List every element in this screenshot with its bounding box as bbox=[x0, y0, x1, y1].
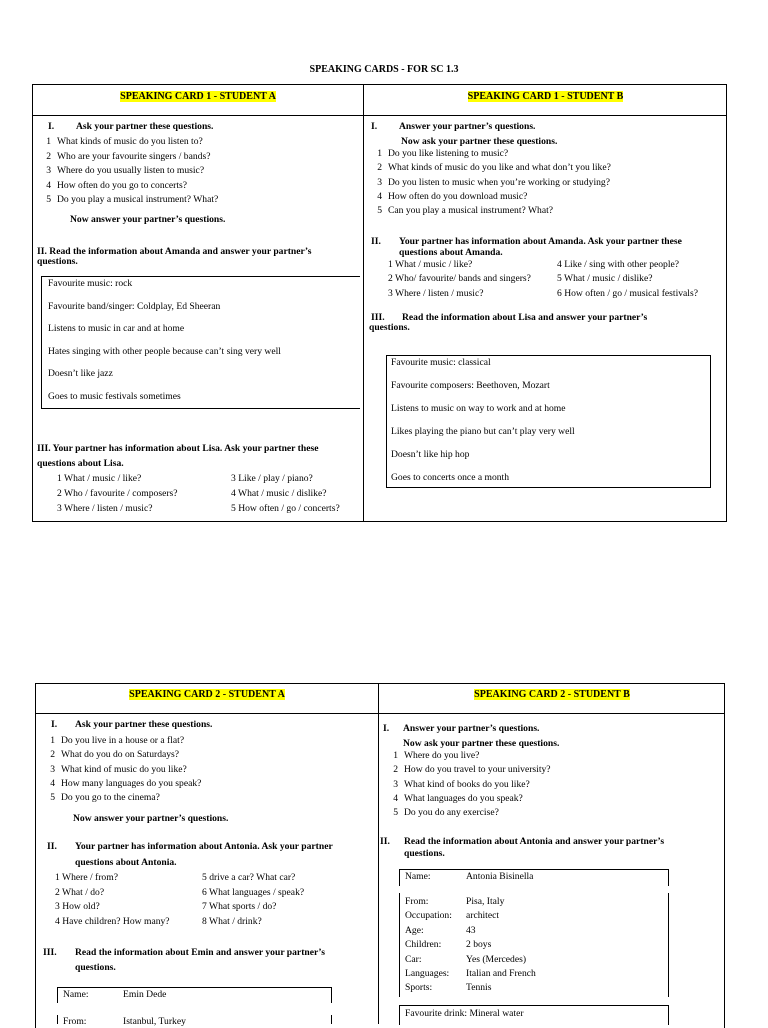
card1-b-section-1-sub: Now ask your partner these questions. bbox=[401, 136, 558, 147]
card1-b-prompt: 3 Where / listen / music? bbox=[388, 287, 484, 299]
card2-b-question-number: 3 bbox=[393, 778, 398, 790]
card2-a-question-text: What do you do on Saturdays? bbox=[61, 749, 180, 761]
card1-a-amanda-info-box bbox=[41, 276, 360, 409]
card1-b-question-number: 2 bbox=[377, 162, 382, 174]
card1-a-info-line: Goes to music festivals sometimes bbox=[48, 391, 181, 402]
card2-a-question-text: Do you go to the cinema? bbox=[61, 792, 160, 804]
card1-a-question-number: 2 bbox=[46, 150, 51, 162]
card1-a-prompt: 2 Who / favourite / composers? bbox=[57, 488, 178, 499]
card1-b-question-5 bbox=[368, 205, 553, 216]
card2-a-question-text: What kind of music do you like? bbox=[61, 763, 187, 775]
card1-b-section-1-heading: I. Answer your partner’s questions. bbox=[371, 121, 536, 132]
card2-a-emin-label: Name: bbox=[63, 989, 89, 1000]
card2-b-section-2-heading-cont: questions. bbox=[404, 848, 445, 859]
card1-b-question-text: Do you listen to music when you’re working or studying? bbox=[388, 176, 610, 188]
card2-b-question-1 bbox=[384, 750, 479, 761]
card1-a-info-line: Doesn’t like jazz bbox=[48, 368, 113, 380]
card2-b-antonia-label: From: bbox=[405, 896, 429, 907]
card2-b-antonia-value: 2 boys bbox=[466, 939, 492, 951]
card2-b-antonia-value: 43 bbox=[466, 924, 476, 936]
card1-a-question-text: How often do you go to concerts? bbox=[57, 179, 188, 191]
card2-b-antonia-value: architect bbox=[466, 910, 500, 922]
card1-a-prompt: 3 Like / play / piano? bbox=[231, 473, 313, 484]
card2-b-question-text: Do you do any exercise? bbox=[404, 807, 499, 819]
card1-b-prompt: 2 Who/ favourite/ bands and singers? bbox=[388, 273, 531, 285]
card1-b-question-4 bbox=[368, 191, 527, 202]
card1-b-question-text: What kinds of music do you like and what don’t you like? bbox=[388, 162, 611, 174]
card2-a-question-5 bbox=[41, 792, 160, 803]
card1-a-question-text: What kinds of music do you listen to? bbox=[57, 136, 203, 147]
card2-b-question-number: 1 bbox=[393, 750, 398, 761]
card2-a-prompt: 4 Have children? How many? bbox=[55, 915, 170, 927]
card2-a-header: SPEAKING CARD 2 - STUDENT A bbox=[129, 689, 285, 700]
card2-a-section-3-heading: III. Read the information about Emin and answer your partner’s bbox=[43, 947, 325, 958]
card2-b-question-text: What languages do you speak? bbox=[404, 792, 523, 804]
card2-a-prompt: 3 How old? bbox=[55, 901, 100, 913]
card2-b-question-number: 4 bbox=[393, 792, 398, 804]
card1-b-info-line: Listens to music on way to work and at home bbox=[391, 403, 566, 414]
card1-b-prompt: 6 How often / go / musical festivals? bbox=[557, 287, 698, 299]
card2-b-section-1-heading: I. Answer your partner’s questions. bbox=[383, 723, 540, 734]
card1-b-question-text: Do you like listening to music? bbox=[388, 148, 509, 159]
card1-b-lisa-info-box bbox=[386, 355, 711, 488]
card2-b-question-text: What kind of books do you like? bbox=[404, 778, 530, 790]
card2-b-question-text: How do you travel to your university? bbox=[404, 764, 551, 776]
card2-a-question-3 bbox=[41, 764, 187, 775]
card1-b-question-1 bbox=[368, 148, 508, 159]
card2-a-question-2 bbox=[41, 749, 179, 760]
card1-a-info-line: Hates singing with other people because can’t sing very well bbox=[48, 345, 281, 357]
card1-a-question-number: 3 bbox=[46, 165, 51, 176]
card2-b-drink: Favourite drink: Mineral water bbox=[405, 1008, 524, 1019]
card1-a-section-3-heading-cont: questions about Lisa. bbox=[37, 458, 124, 469]
card1-b-prompt: 1 What / music / like? bbox=[388, 259, 473, 270]
card1-a-question-text: Do you play a musical instrument? What? bbox=[57, 194, 219, 205]
card2-a-emin-value: Istanbul, Turkey bbox=[123, 1016, 186, 1027]
card1-a-now-answer: Now answer your partner’s questions. bbox=[70, 214, 226, 225]
card1-b-question-text: How often do you download music? bbox=[388, 190, 528, 202]
card1-a-prompt: 4 What / music / dislike? bbox=[231, 488, 327, 499]
card1-b-question-2 bbox=[368, 162, 611, 173]
card2-b-section-2-heading: II. Read the information about Antonia and answer your partner’s bbox=[380, 836, 665, 847]
card2-b-antonia-label: Languages: bbox=[405, 968, 450, 979]
card1-a-info-line: Listens to music in car and at home bbox=[48, 323, 185, 335]
card1-b-question-number: 5 bbox=[377, 205, 382, 217]
card2-a-question-1 bbox=[41, 735, 184, 746]
card1-a-prompt: 3 Where / listen / music? bbox=[57, 503, 153, 514]
card2-b-header: SPEAKING CARD 2 - STUDENT B bbox=[474, 689, 630, 700]
card1-a-info-line: Favourite music: rock bbox=[48, 278, 133, 289]
card1-a-question-5 bbox=[37, 194, 218, 205]
card2-a-section-3-heading-cont: questions. bbox=[75, 962, 116, 973]
card1-b-question-number: 4 bbox=[377, 190, 382, 202]
card2-a-question-text: Do you live in a house or a flat? bbox=[61, 735, 185, 746]
card1-a-section-1-heading: I. Ask your partner these questions. bbox=[48, 121, 214, 132]
card2-a-question-number: 3 bbox=[50, 763, 55, 775]
card1-b-header: SPEAKING CARD 1 - STUDENT B bbox=[467, 91, 624, 102]
card1-a-section-2-heading-cont: questions. bbox=[37, 256, 78, 267]
card1-b-info-line: Likes playing the piano but can’t play very well bbox=[391, 426, 575, 437]
card1-a-question-text: Who are your favourite singers / bands? bbox=[57, 150, 211, 162]
card1-a-question-3 bbox=[37, 165, 204, 176]
card2-b-question-4 bbox=[384, 793, 523, 804]
card2-a-question-text: How many languages do you speak? bbox=[61, 777, 202, 789]
card1-b-info-line: Favourite composers: Beethoven, Mozart bbox=[391, 380, 550, 391]
card1-a-question-number: 5 bbox=[46, 194, 51, 205]
card2-a-prompt: 1 Where / from? bbox=[55, 872, 118, 883]
card2-b-antonia-value: Yes (Mercedes) bbox=[466, 953, 527, 965]
card2-b-antonia-label: Car: bbox=[405, 953, 422, 965]
card2-a-section-1-heading: I. Ask your partner these questions. bbox=[51, 719, 213, 730]
page-title: SPEAKING CARDS - FOR SC 1.3 bbox=[309, 64, 459, 75]
card1-b-question-text: Can you play a musical instrument? What? bbox=[388, 205, 554, 217]
card2-a-question-number: 5 bbox=[50, 792, 55, 804]
card1-a-info-line: Favourite band/singer: Coldplay, Ed Sheeran bbox=[48, 300, 221, 312]
card2-b-antonia-label: Children: bbox=[405, 939, 442, 951]
card2-a-prompt: 7 What sports / do? bbox=[202, 901, 277, 913]
card1-a-header: SPEAKING CARD 1 - STUDENT A bbox=[120, 91, 276, 102]
card2-b-question-number: 5 bbox=[393, 807, 398, 819]
card2-b-name-label: Name: bbox=[405, 871, 431, 882]
card1-a-prompt: 1 What / music / like? bbox=[57, 473, 142, 484]
card2-a-question-number: 2 bbox=[50, 749, 55, 761]
card1-a-question-number: 4 bbox=[46, 179, 51, 191]
card1-a-section-2-heading: II. Read the information about Amanda and answer your partner’s bbox=[37, 246, 312, 257]
card1-b-section-2-heading: II. Your partner has information about Amanda. Ask your partner these bbox=[371, 236, 682, 247]
card2-b-question-2 bbox=[384, 764, 551, 775]
card1-b-info-line: Goes to concerts once a month bbox=[391, 472, 510, 483]
card1-b-section-2-heading-cont: questions about Amanda. bbox=[399, 247, 503, 258]
card1-b-section-3-heading-cont: questions. bbox=[369, 322, 410, 333]
card2-b-question-3 bbox=[384, 779, 530, 790]
card1-a-question-2 bbox=[37, 151, 210, 162]
card2-b-section-1-sub: Now ask your partner these questions. bbox=[403, 738, 560, 749]
card2-b-antonia-label: Sports: bbox=[405, 982, 433, 994]
card2-a-prompt: 2 What / do? bbox=[55, 886, 105, 898]
card1-a-prompt: 5 How often / go / concerts? bbox=[231, 503, 340, 514]
card1-b-question-3 bbox=[368, 177, 610, 188]
card1-b-prompt: 4 Like / sing with other people? bbox=[557, 259, 680, 270]
card1-b-prompt: 5 What / music / dislike? bbox=[557, 273, 653, 285]
card2-a-prompt: 6 What languages / speak? bbox=[202, 886, 305, 898]
card1-a-question-4 bbox=[37, 180, 187, 191]
card2-a-section-2-heading: II. Your partner has information about Antonia. Ask your partner bbox=[47, 841, 333, 852]
card2-b-antonia-label: Occupation: bbox=[405, 910, 452, 922]
card2-b-antonia-value: Pisa, Italy bbox=[466, 896, 505, 907]
card1-a-question-text: Where do you usually listen to music? bbox=[57, 165, 205, 176]
card2-b-antonia-name-box bbox=[399, 869, 669, 886]
card2-a-question-4 bbox=[41, 778, 201, 789]
card2-a-question-number: 1 bbox=[50, 735, 55, 746]
card1-a-section-3-heading: III. Your partner has information about Lisa. Ask your partner these bbox=[37, 443, 319, 454]
card1-b-info-line: Doesn’t like hip hop bbox=[391, 449, 470, 460]
card2-a-emin-value: Emin Dede bbox=[123, 989, 167, 1000]
card2-a-prompt: 8 What / drink? bbox=[202, 915, 262, 927]
card1-a-question-1 bbox=[37, 136, 203, 147]
card2-b-name-value: Antonia Bisinella bbox=[466, 871, 534, 882]
card2-b-question-number: 2 bbox=[393, 764, 398, 776]
card1-a-question-number: 1 bbox=[46, 136, 51, 147]
card2-b-question-text: Where do you live? bbox=[404, 750, 480, 761]
card2-a-question-number: 4 bbox=[50, 777, 55, 789]
card2-b-antonia-label: Age: bbox=[405, 924, 424, 936]
card2-b-question-5 bbox=[384, 807, 499, 818]
card2-a-emin-label: From: bbox=[63, 1016, 87, 1027]
card2-a-section-2-heading-cont: questions about Antonia. bbox=[75, 857, 177, 868]
card1-b-info-line: Favourite music: classical bbox=[391, 357, 491, 368]
card2-b-antonia-value: Italian and French bbox=[466, 968, 536, 979]
card2-a-prompt: 5 drive a car? What car? bbox=[202, 872, 296, 883]
card2-a-emin-name-box bbox=[57, 987, 332, 1003]
card1-b-question-number: 1 bbox=[377, 148, 382, 159]
card2-a-now-answer: Now answer your partner’s questions. bbox=[73, 813, 229, 824]
card2-b-antonia-value: Tennis bbox=[466, 982, 492, 994]
card1-b-question-number: 3 bbox=[377, 176, 382, 188]
card1-b-section-3-heading: III. Read the information about Lisa and answer your partner’s bbox=[371, 312, 648, 323]
